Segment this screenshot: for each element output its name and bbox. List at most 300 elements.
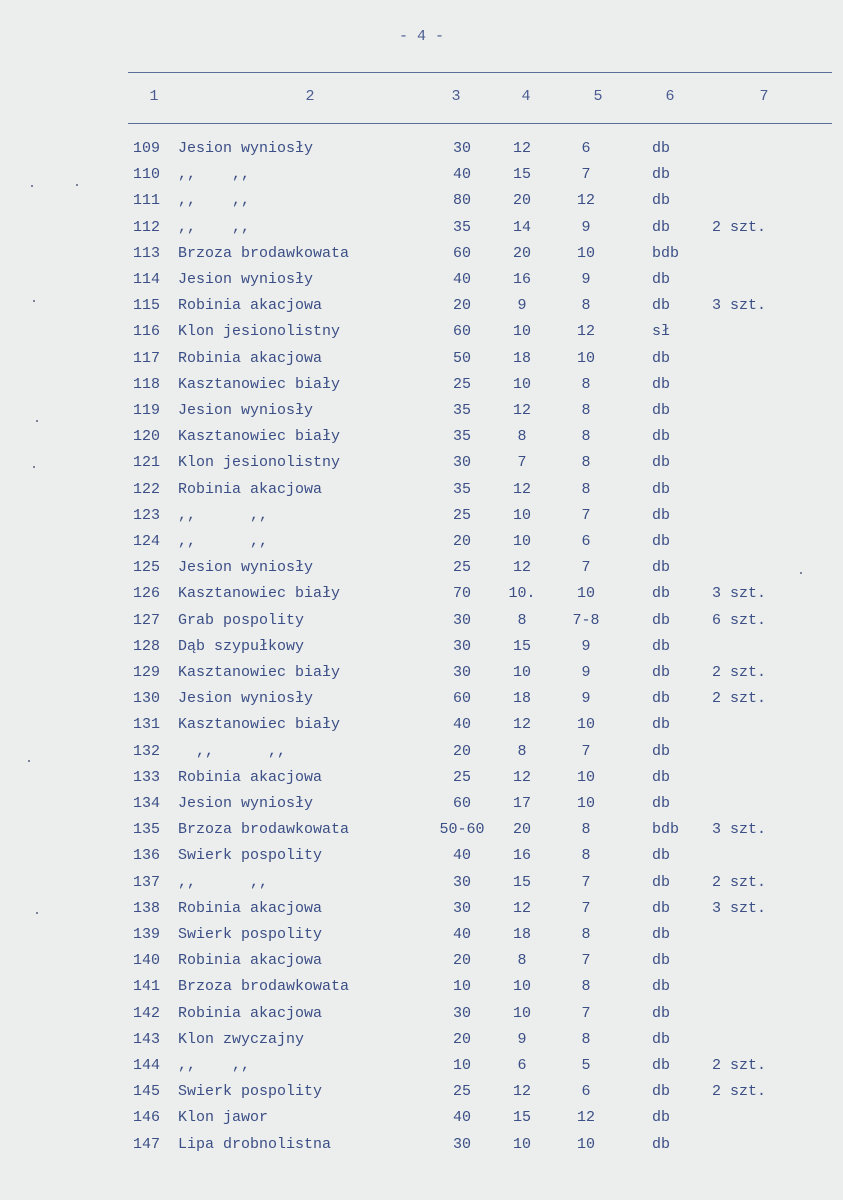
header-col-3: 3 xyxy=(451,88,461,105)
condition-cell: db xyxy=(652,480,671,498)
circumference-cell: 25 xyxy=(452,768,471,786)
height-cell: 12 xyxy=(512,559,531,577)
species-cell: ,, ,, xyxy=(178,192,251,210)
circumference-cell: 30 xyxy=(452,454,471,472)
lp-cell: 127 xyxy=(132,611,160,629)
circumference-cell: 30 xyxy=(452,664,471,681)
condition-cell: db xyxy=(652,585,671,603)
table-row xyxy=(0,297,843,319)
condition-cell: db xyxy=(652,454,671,472)
height-cell: 18 xyxy=(512,690,531,708)
lp-cell: 122 xyxy=(132,480,160,498)
crown-cell: 10 xyxy=(576,349,595,367)
condition-cell: db xyxy=(652,768,671,786)
height-cell: 6 xyxy=(517,1057,527,1074)
note-cell: 2 szt. xyxy=(712,218,767,236)
species-cell: ,, ,, xyxy=(178,742,287,760)
lp-cell: 113 xyxy=(132,244,160,262)
species-cell: Kasztanowiec biały xyxy=(178,375,341,393)
table-header-rule xyxy=(128,123,832,124)
note-cell: 2 szt. xyxy=(712,873,767,891)
species-cell: Jesion wyniosły xyxy=(178,140,314,157)
species-cell: Jesion wyniosły xyxy=(178,402,314,419)
table-row xyxy=(0,716,843,738)
species-cell: Klon jesionolistny xyxy=(178,323,341,341)
table-row xyxy=(0,743,843,765)
scan-speck xyxy=(33,300,35,302)
circumference-cell: 20 xyxy=(452,742,471,760)
table-row xyxy=(0,821,843,843)
height-cell: 10 xyxy=(512,375,531,393)
circumference-cell: 25 xyxy=(452,559,471,577)
header-col-7: 7 xyxy=(759,88,769,105)
lp-cell: 117 xyxy=(132,349,160,367)
table-row xyxy=(0,245,843,267)
crown-cell: 10 xyxy=(576,795,595,812)
species-cell: Brzoza brodawkowata xyxy=(178,821,350,839)
table-row xyxy=(0,350,843,372)
species-cell: Kasztanowiec biały xyxy=(178,716,341,734)
table-row xyxy=(0,769,843,791)
crown-cell: 7 xyxy=(581,506,591,524)
circumference-cell: 30 xyxy=(452,1004,471,1022)
circumference-cell: 30 xyxy=(452,140,471,157)
species-cell: ,, ,, xyxy=(178,533,269,550)
height-cell: 12 xyxy=(512,480,531,498)
height-cell: 20 xyxy=(512,192,531,210)
crown-cell: 10 xyxy=(576,716,595,734)
lp-cell: 128 xyxy=(132,637,160,655)
note-cell: 3 szt. xyxy=(712,821,767,839)
note-cell: 2 szt. xyxy=(712,664,767,681)
species-cell: Kasztanowiec biały xyxy=(178,664,341,681)
crown-cell: 6 xyxy=(581,533,591,550)
lp-cell: 120 xyxy=(132,428,160,446)
species-cell: Kasztanowiec biały xyxy=(178,428,341,446)
circumference-cell: 40 xyxy=(452,166,471,184)
table-row xyxy=(0,1083,843,1105)
circumference-cell: 20 xyxy=(452,952,471,970)
lp-cell: 142 xyxy=(132,1004,160,1022)
height-cell: 10 xyxy=(512,323,531,341)
crown-cell: 6 xyxy=(581,140,591,157)
table-row xyxy=(0,559,843,581)
height-cell: 18 xyxy=(512,926,531,943)
height-cell: 10 xyxy=(512,533,531,550)
condition-cell: db xyxy=(652,192,671,210)
height-cell: 16 xyxy=(512,271,531,288)
condition-cell: db xyxy=(652,1109,671,1127)
crown-cell: 10 xyxy=(576,244,595,262)
table-row xyxy=(0,454,843,476)
lp-cell: 135 xyxy=(132,821,160,839)
table-row xyxy=(0,978,843,1000)
crown-cell: 10 xyxy=(576,1135,595,1153)
lp-cell: 130 xyxy=(132,690,160,708)
note-cell: 3 szt. xyxy=(712,899,767,917)
crown-cell: 8 xyxy=(581,926,591,943)
height-cell: 15 xyxy=(512,166,531,184)
species-cell: Jesion wyniosły xyxy=(178,559,314,577)
circumference-cell: 20 xyxy=(452,533,471,550)
crown-cell: 8 xyxy=(581,821,591,839)
circumference-cell: 35 xyxy=(452,402,471,419)
condition-cell: bdb xyxy=(652,244,680,262)
height-cell: 10 xyxy=(512,506,531,524)
page-number: - 4 - xyxy=(398,28,444,45)
species-cell: Klon jesionolistny xyxy=(178,454,341,472)
species-cell: Klon zwyczajny xyxy=(178,1030,305,1048)
note-cell: 6 szt. xyxy=(712,611,767,629)
table-row xyxy=(0,271,843,293)
height-cell: 10 xyxy=(512,664,531,681)
condition-cell: db xyxy=(652,533,671,550)
circumference-cell: 50 xyxy=(452,349,471,367)
lp-cell: 121 xyxy=(132,454,160,472)
height-cell: 18 xyxy=(512,349,531,367)
condition-cell: db xyxy=(652,716,671,734)
circumference-cell: 60 xyxy=(452,690,471,708)
table-header-row xyxy=(0,88,843,108)
circumference-cell: 60 xyxy=(452,323,471,341)
condition-cell: db xyxy=(652,690,671,708)
scan-speck xyxy=(76,184,78,186)
species-cell: Robinia akacjowa xyxy=(178,1004,323,1022)
lp-cell: 109 xyxy=(132,140,160,157)
lp-cell: 141 xyxy=(132,978,160,996)
circumference-cell: 80 xyxy=(452,192,471,210)
table-row xyxy=(0,192,843,214)
height-cell: 8 xyxy=(517,611,527,629)
condition-cell: db xyxy=(652,218,671,236)
lp-cell: 147 xyxy=(132,1135,160,1153)
scan-speck xyxy=(36,912,38,914)
lp-cell: 126 xyxy=(132,585,160,603)
condition-cell: db xyxy=(652,611,671,629)
scan-speck xyxy=(33,466,35,468)
lp-cell: 139 xyxy=(132,926,160,943)
species-cell: Lipa drobnolistna xyxy=(178,1135,332,1153)
species-cell: Robinia akacjowa xyxy=(178,768,323,786)
condition-cell: db xyxy=(652,664,671,681)
crown-cell: 7 xyxy=(581,742,591,760)
circumference-cell: 20 xyxy=(452,1030,471,1048)
header-col-5: 5 xyxy=(593,88,603,105)
species-cell: Brzoza brodawkowata xyxy=(178,978,350,996)
species-cell: Robinia akacjowa xyxy=(178,899,323,917)
condition-cell: db xyxy=(652,873,671,891)
lp-cell: 138 xyxy=(132,899,160,917)
height-cell: 12 xyxy=(512,716,531,734)
height-cell: 10 xyxy=(512,1004,531,1022)
table-top-rule xyxy=(128,72,832,73)
lp-cell: 116 xyxy=(132,323,160,341)
species-cell: Robinia akacjowa xyxy=(178,297,323,315)
crown-cell: 7-8 xyxy=(572,611,600,629)
table-row xyxy=(0,219,843,241)
circumference-cell: 10 xyxy=(452,978,471,996)
crown-cell: 12 xyxy=(576,1109,595,1127)
condition-cell: db xyxy=(652,559,671,577)
height-cell: 17 xyxy=(512,795,531,812)
height-cell: 12 xyxy=(512,402,531,419)
circumference-cell: 35 xyxy=(452,428,471,446)
condition-cell: db xyxy=(652,847,671,865)
crown-cell: 7 xyxy=(581,166,591,184)
table-row xyxy=(0,638,843,660)
note-cell: 2 szt. xyxy=(712,690,767,708)
height-cell: 10 xyxy=(512,978,531,996)
height-cell: 12 xyxy=(512,899,531,917)
species-cell: Swierk pospolity xyxy=(178,926,323,943)
crown-cell: 12 xyxy=(576,192,595,210)
species-cell: Jesion wyniosły xyxy=(178,795,314,812)
circumference-cell: 50-60 xyxy=(439,821,485,839)
table-row xyxy=(0,166,843,188)
table-row xyxy=(0,1031,843,1053)
crown-cell: 7 xyxy=(581,559,591,577)
species-cell: Grab pospolity xyxy=(178,611,305,629)
table-row xyxy=(0,795,843,817)
species-cell: Swierk pospolity xyxy=(178,847,323,865)
lp-cell: 123 xyxy=(132,506,160,524)
table-row xyxy=(0,428,843,450)
height-cell: 12 xyxy=(512,1083,531,1101)
table-row xyxy=(0,690,843,712)
condition-cell: db xyxy=(652,140,671,157)
lp-cell: 133 xyxy=(132,768,160,786)
height-cell: 15 xyxy=(512,637,531,655)
header-col-4: 4 xyxy=(521,88,531,105)
crown-cell: 9 xyxy=(581,637,591,655)
condition-cell: db xyxy=(652,428,671,446)
circumference-cell: 30 xyxy=(452,1135,471,1153)
crown-cell: 10 xyxy=(576,585,595,603)
circumference-cell: 25 xyxy=(452,375,471,393)
table-row xyxy=(0,402,843,424)
species-cell: Robinia akacjowa xyxy=(178,349,323,367)
crown-cell: 8 xyxy=(581,978,591,996)
crown-cell: 12 xyxy=(576,323,595,341)
species-cell: Klon jawor xyxy=(178,1109,269,1127)
height-cell: 20 xyxy=(512,244,531,262)
circumference-cell: 40 xyxy=(452,847,471,865)
scan-speck xyxy=(31,185,33,187)
height-cell: 9 xyxy=(517,1030,527,1048)
crown-cell: 8 xyxy=(581,480,591,498)
table-row xyxy=(0,1005,843,1027)
table-row xyxy=(0,664,843,686)
condition-cell: db xyxy=(652,166,671,184)
lp-cell: 124 xyxy=(132,533,160,550)
crown-cell: 8 xyxy=(581,454,591,472)
lp-cell: 125 xyxy=(132,559,160,577)
circumference-cell: 20 xyxy=(452,297,471,315)
table-row xyxy=(0,847,843,869)
crown-cell: 7 xyxy=(581,1004,591,1022)
species-cell: ,, ,, xyxy=(178,873,269,891)
condition-cell: db xyxy=(652,1083,671,1101)
species-cell: Brzoza brodawkowata xyxy=(178,244,350,262)
crown-cell: 8 xyxy=(581,428,591,446)
crown-cell: 5 xyxy=(581,1057,591,1074)
crown-cell: 8 xyxy=(581,297,591,315)
condition-cell: db xyxy=(652,506,671,524)
scan-speck xyxy=(36,420,38,422)
lp-cell: 140 xyxy=(132,952,160,970)
lp-cell: 137 xyxy=(132,873,160,891)
crown-cell: 10 xyxy=(576,768,595,786)
crown-cell: 9 xyxy=(581,690,591,708)
condition-cell: bdb xyxy=(652,821,680,839)
lp-cell: 136 xyxy=(132,847,160,865)
note-cell: 3 szt. xyxy=(712,585,767,603)
height-cell: 14 xyxy=(512,218,531,236)
lp-cell: 132 xyxy=(132,742,160,760)
species-cell: ,, ,, xyxy=(178,506,269,524)
table-row xyxy=(0,481,843,503)
lp-cell: 131 xyxy=(132,716,160,734)
table-row xyxy=(0,376,843,398)
note-cell: 3 szt. xyxy=(712,297,767,315)
species-cell: Robinia akacjowa xyxy=(178,480,323,498)
species-cell: ,, ,, xyxy=(178,166,251,184)
crown-cell: 7 xyxy=(581,952,591,970)
scan-speck xyxy=(800,572,802,574)
species-cell: Kasztanowiec biały xyxy=(178,585,341,603)
crown-cell: 8 xyxy=(581,375,591,393)
crown-cell: 8 xyxy=(581,847,591,865)
species-cell: Dąb szypułkowy xyxy=(178,637,305,655)
lp-cell: 144 xyxy=(132,1057,160,1074)
condition-cell: db xyxy=(652,978,671,996)
height-cell: 15 xyxy=(512,873,531,891)
note-cell: 2 szt. xyxy=(712,1083,767,1101)
circumference-cell: 25 xyxy=(452,506,471,524)
lp-cell: 111 xyxy=(132,192,160,210)
crown-cell: 9 xyxy=(581,218,591,236)
crown-cell: 7 xyxy=(581,899,591,917)
table-row xyxy=(0,507,843,529)
crown-cell: 8 xyxy=(581,402,591,419)
height-cell: 8 xyxy=(517,742,527,760)
condition-cell: db xyxy=(652,297,671,315)
condition-cell: db xyxy=(652,899,671,917)
crown-cell: 9 xyxy=(581,271,591,288)
table-row xyxy=(0,926,843,948)
height-cell: 12 xyxy=(512,140,531,157)
lp-cell: 143 xyxy=(132,1030,160,1048)
table-row xyxy=(0,1109,843,1131)
species-cell: ,, ,, xyxy=(178,218,251,236)
lp-cell: 146 xyxy=(132,1109,160,1127)
species-cell: Swierk pospolity xyxy=(178,1083,323,1101)
crown-cell: 9 xyxy=(581,664,591,681)
circumference-cell: 60 xyxy=(452,795,471,812)
lp-cell: 129 xyxy=(132,664,160,681)
height-cell: 10 xyxy=(512,1135,531,1153)
height-cell: 15 xyxy=(512,1109,531,1127)
height-cell: 16 xyxy=(512,847,531,865)
height-cell: 7 xyxy=(517,454,527,472)
height-cell: 8 xyxy=(517,952,527,970)
circumference-cell: 35 xyxy=(452,480,471,498)
condition-cell: db xyxy=(652,375,671,393)
condition-cell: db xyxy=(652,1057,671,1074)
circumference-cell: 60 xyxy=(452,244,471,262)
condition-cell: db xyxy=(652,1135,671,1153)
table-row xyxy=(0,1057,843,1079)
height-cell: 10. xyxy=(508,585,536,603)
height-cell: 12 xyxy=(512,768,531,786)
circumference-cell: 10 xyxy=(452,1057,471,1074)
circumference-cell: 40 xyxy=(452,271,471,288)
circumference-cell: 30 xyxy=(452,637,471,655)
height-cell: 8 xyxy=(517,428,527,446)
condition-cell: sł xyxy=(652,323,671,341)
header-col-2: 2 xyxy=(305,88,315,105)
species-cell: ,, ,, xyxy=(178,1057,251,1074)
crown-cell: 8 xyxy=(581,1030,591,1048)
crown-cell: 6 xyxy=(581,1083,591,1101)
circumference-cell: 30 xyxy=(452,873,471,891)
circumference-cell: 30 xyxy=(452,899,471,917)
table-row xyxy=(0,612,843,634)
table-row xyxy=(0,533,843,555)
condition-cell: db xyxy=(652,349,671,367)
species-cell: Jesion wyniosły xyxy=(178,271,314,288)
note-cell: 2 szt. xyxy=(712,1057,767,1074)
species-cell: Jesion wyniosły xyxy=(178,690,314,708)
condition-cell: db xyxy=(652,926,671,943)
condition-cell: db xyxy=(652,637,671,655)
table-row xyxy=(0,1136,843,1158)
circumference-cell: 35 xyxy=(452,218,471,236)
table-row xyxy=(0,900,843,922)
lp-cell: 110 xyxy=(132,166,160,184)
height-cell: 9 xyxy=(517,297,527,315)
circumference-cell: 40 xyxy=(452,926,471,943)
circumference-cell: 30 xyxy=(452,611,471,629)
species-cell: Robinia akacjowa xyxy=(178,952,323,970)
lp-cell: 145 xyxy=(132,1083,160,1101)
table-row xyxy=(0,874,843,896)
lp-cell: 114 xyxy=(132,271,160,288)
condition-cell: db xyxy=(652,1030,671,1048)
circumference-cell: 40 xyxy=(452,1109,471,1127)
circumference-cell: 25 xyxy=(452,1083,471,1101)
circumference-cell: 70 xyxy=(452,585,471,603)
lp-cell: 115 xyxy=(132,297,160,315)
condition-cell: db xyxy=(652,271,671,288)
table-row xyxy=(0,323,843,345)
condition-cell: db xyxy=(652,1004,671,1022)
circumference-cell: 40 xyxy=(452,716,471,734)
lp-cell: 118 xyxy=(132,375,160,393)
table-row xyxy=(0,952,843,974)
crown-cell: 7 xyxy=(581,873,591,891)
table-row xyxy=(0,140,843,162)
condition-cell: db xyxy=(652,952,671,970)
height-cell: 20 xyxy=(512,821,531,839)
header-col-6: 6 xyxy=(665,88,675,105)
scan-speck xyxy=(28,760,30,762)
condition-cell: db xyxy=(652,795,671,812)
condition-cell: db xyxy=(652,402,671,419)
header-col-1: 1 xyxy=(149,88,159,105)
lp-cell: 112 xyxy=(132,218,160,236)
lp-cell: 134 xyxy=(132,795,160,812)
